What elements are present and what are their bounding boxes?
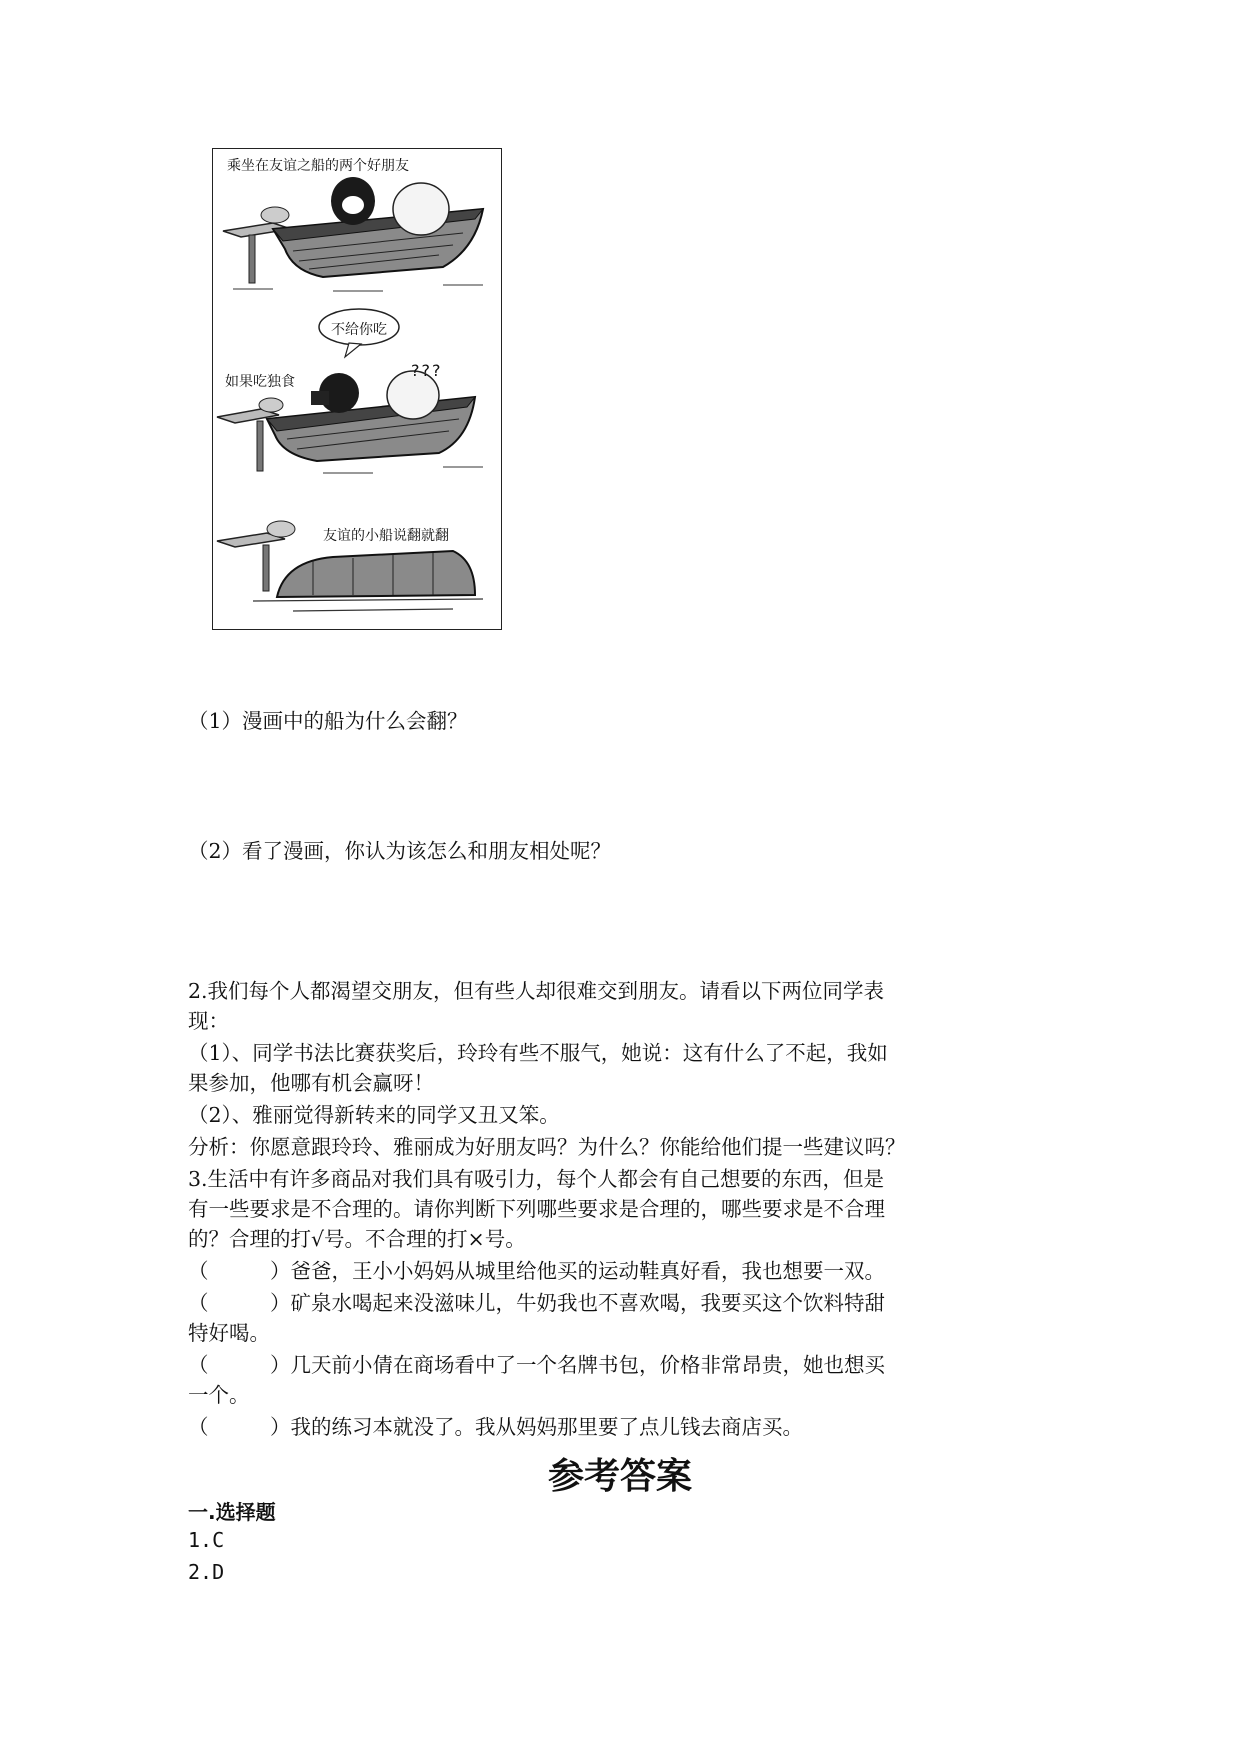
question-1: （1）漫画中的船为什么会翻？ [188, 709, 468, 733]
answers-section-heading: 一.选择题 [188, 1500, 276, 1524]
problem2-line1: 2.我们每个人都渴望交朋友，但有些人却很难交到朋友。请看以下两位同学表 [188, 979, 885, 1003]
question-2: （2）看了漫画，你认为该怎么和朋友相处呢？ [188, 839, 612, 863]
panel1-scene [223, 177, 483, 291]
problem2-line4: 果参加，他哪有机会赢呀！ [188, 1071, 434, 1095]
problem2-line2: 现： [188, 1009, 229, 1033]
answers-title: 参考答案 [547, 1456, 692, 1497]
problem2-line3: （1）、同学书法比赛获奖后，玲玲有些不服气，她说：这有什么了不起，我如 [188, 1041, 888, 1065]
problem2-line6: 分析：你愿意跟玲玲、雅丽成为好朋友吗？为什么？你能给他们提一些建议吗？ [188, 1135, 906, 1159]
panel2-question-marks: ??? [411, 361, 443, 380]
problem3-item3-cont: 一个。 [188, 1383, 250, 1407]
problem3-line2: 有一些要求是不合理的。请你判断下列哪些要求是合理的，哪些要求是不合理 [188, 1197, 885, 1221]
answer-2: 2.D [188, 1560, 225, 1584]
panel1-caption: 乘坐在友谊之船的两个好朋友 [227, 158, 409, 174]
problem2-line5: （2）、雅丽觉得新转来的同学又丑又笨。 [188, 1103, 560, 1127]
problem3-item3: （ ）几天前小倩在商场看中了一个名牌书包，价格非常昂贵，她也想买 [188, 1353, 885, 1377]
answer-1: 1.C [188, 1528, 225, 1552]
comic-illustration [212, 148, 502, 630]
problem3-item2: （ ）矿泉水喝起来没滋味儿，牛奶我也不喜欢喝，我要买这个饮料特甜 [188, 1291, 885, 1315]
panel2-caption: 如果吃独食 [225, 374, 295, 390]
problem3-line1: 3.生活中有许多商品对我们具有吸引力，每个人都会有自己想要的东西，但是 [188, 1167, 885, 1191]
problem3-line3: 的？合理的打√号。不合理的打×号。 [188, 1227, 526, 1251]
problem3-item2-cont: 特好喝。 [188, 1321, 270, 1345]
panel2-speech-bubble: 不给你吃 [331, 322, 387, 338]
problem3-item1: （ ）爸爸，王小小妈妈从城里给他买的运动鞋真好看，我也想要一双。 [188, 1259, 885, 1283]
panel3-caption: 友谊的小船说翻就翻 [323, 528, 449, 544]
problem3-item4: （ ）我的练习本就没了。我从妈妈那里要了点儿钱去商店买。 [188, 1415, 803, 1439]
